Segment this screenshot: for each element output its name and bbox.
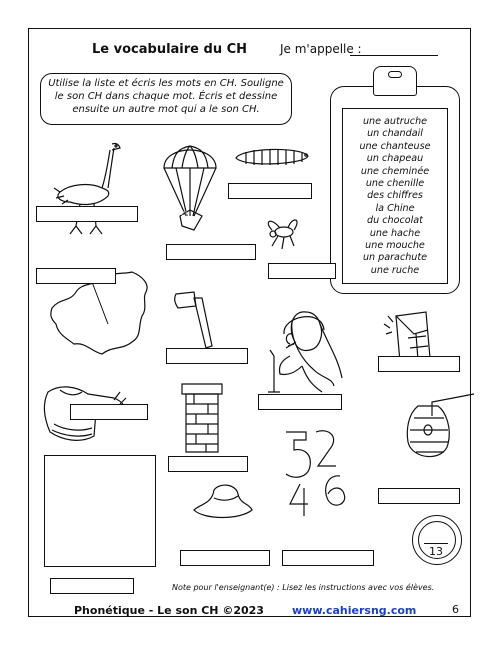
footer-title: Phonétique - Le son CH ©2023: [74, 604, 264, 617]
word-item: une hache: [369, 227, 421, 239]
hat-icon: [190, 480, 254, 520]
word-item: du chocolat: [367, 215, 423, 227]
singer-icon: [262, 304, 344, 394]
ostrich-icon: [50, 140, 130, 240]
answer-box-fly[interactable]: [268, 263, 336, 279]
word-item: un parachute: [362, 252, 428, 264]
word-item: des chiffres: [367, 190, 423, 202]
word-item: une chanteuse: [359, 140, 431, 152]
answer-box-beehive[interactable]: [378, 488, 460, 504]
word-item: une mouche: [365, 240, 425, 252]
name-field[interactable]: [350, 55, 438, 56]
parachute-icon: [160, 138, 220, 238]
instructions-box: Utilise la liste et écris les mots en CH. Souligne le son CH dans chaque mot. Écris et dessine ensuite un autre mot qui a le son CH.: [40, 73, 292, 125]
numbers-icon: [282, 428, 354, 518]
word-item: une chenille: [365, 178, 425, 190]
name-label: Je m'appelle :: [280, 42, 362, 56]
fly-icon: [262, 210, 306, 254]
word-item: un chapeau: [366, 153, 424, 165]
word-item: la Chine: [375, 202, 415, 214]
answer-box-parachute[interactable]: [166, 244, 256, 260]
clip-hole: [388, 71, 402, 78]
caterpillar-icon: [232, 146, 312, 170]
drawing-box[interactable]: [44, 455, 156, 567]
word-item: une ruche: [370, 264, 420, 276]
page-number: 6: [452, 603, 459, 616]
beehive-icon: [388, 394, 474, 468]
word-item: une cheminée: [360, 165, 430, 177]
answer-box-singer[interactable]: [258, 394, 342, 410]
axe-icon: [172, 288, 216, 350]
answer-box-hat[interactable]: [180, 550, 270, 566]
teacher-note: Note pour l'enseignant(e) : Lisez les instructions avec vos élèves.: [172, 583, 435, 592]
word-list: [342, 116, 448, 277]
parachute-box-label: CH: [181, 211, 190, 218]
answer-box-axe[interactable]: [166, 348, 248, 364]
answer-box-chimney[interactable]: [168, 456, 248, 472]
footer-link[interactable]: www.cahiersng.com: [292, 604, 417, 617]
answer-box-ostrich[interactable]: [36, 206, 138, 222]
worksheet-title: Le vocabulaire du CH: [92, 42, 248, 57]
chimney-icon: [178, 378, 226, 454]
word-item: une autruche: [362, 116, 428, 127]
answer-box-chocolate[interactable]: [378, 356, 460, 372]
score-total: 13: [429, 545, 443, 558]
answer-box-china[interactable]: [36, 268, 116, 284]
answer-box-sweater[interactable]: [70, 404, 148, 420]
score-line[interactable]: [424, 543, 448, 544]
answer-box-caterpillar[interactable]: [228, 183, 312, 199]
answer-box-drawing[interactable]: [50, 578, 134, 594]
word-item: un chandail: [367, 128, 423, 140]
answer-box-numbers[interactable]: [282, 550, 374, 566]
